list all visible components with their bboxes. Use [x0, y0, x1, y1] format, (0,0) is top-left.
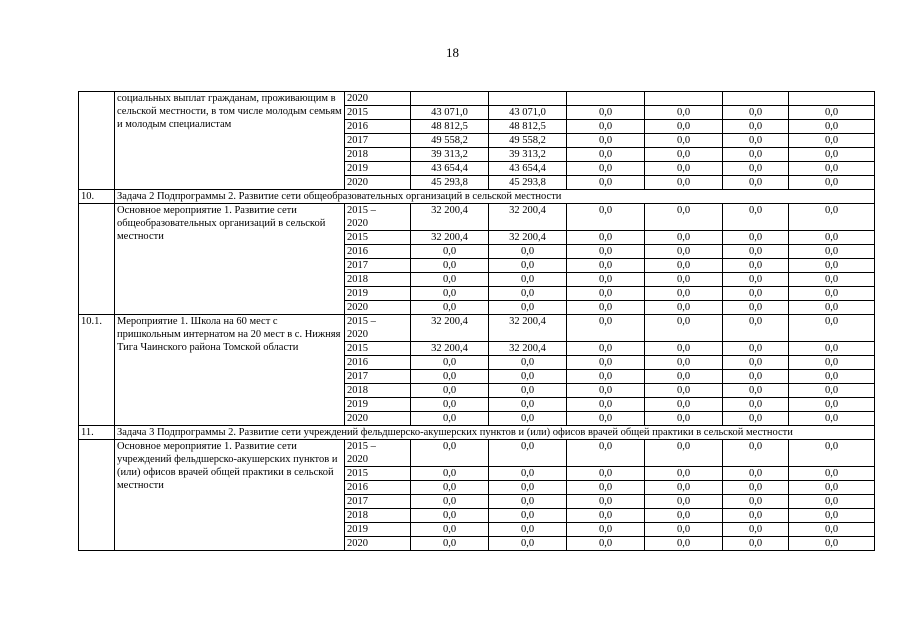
value-cell: 0,0: [567, 287, 645, 301]
value-cell: 0,0: [789, 537, 875, 551]
activity-name: Мероприятие 1. Школа на 60 мест с пришкольным интернатом на 20 мест в с. Нижняя Тига Чаинского района Томской области: [115, 315, 345, 426]
value-cell: 0,0: [645, 162, 723, 176]
value-cell: 43 071,0: [411, 106, 489, 120]
value-cell: 0,0: [723, 342, 789, 356]
value-cell: 0,0: [489, 523, 567, 537]
value-cell: 0,0: [723, 106, 789, 120]
value-cell: 0,0: [411, 287, 489, 301]
value-cell: 0,0: [645, 440, 723, 467]
value-cell: 0,0: [789, 356, 875, 370]
value-cell: 0,0: [723, 162, 789, 176]
value-cell: 0,0: [489, 495, 567, 509]
value-cell: 0,0: [789, 259, 875, 273]
value-cell: 0,0: [411, 537, 489, 551]
value-cell: 0,0: [723, 440, 789, 467]
value-cell: 0,0: [489, 398, 567, 412]
value-cell: 0,0: [645, 356, 723, 370]
row-number: [79, 204, 115, 315]
value-cell: 0,0: [567, 273, 645, 287]
year-cell: 2016: [345, 245, 411, 259]
activity-name: социальных выплат гражданам, проживающим в сельской местности, в том числе молодым семьям и молодым специалистам: [115, 92, 345, 190]
value-cell: 0,0: [645, 204, 723, 231]
value-cell: 0,0: [645, 301, 723, 315]
value-cell: 0,0: [645, 106, 723, 120]
value-cell: 45 293,8: [489, 176, 567, 190]
value-cell: 0,0: [567, 481, 645, 495]
value-cell: 0,0: [645, 509, 723, 523]
value-cell: 0,0: [723, 537, 789, 551]
value-cell: 39 313,2: [489, 148, 567, 162]
value-cell: 0,0: [789, 162, 875, 176]
value-cell: 48 812,5: [489, 120, 567, 134]
value-cell: 0,0: [789, 120, 875, 134]
value-cell: 0,0: [723, 273, 789, 287]
value-cell: 0,0: [789, 287, 875, 301]
value-cell: 0,0: [645, 467, 723, 481]
value-cell: 0,0: [411, 509, 489, 523]
value-cell: [411, 92, 489, 106]
year-cell: 2019: [345, 162, 411, 176]
year-range-start: 2015 –: [347, 316, 376, 327]
value-cell: 0,0: [723, 315, 789, 342]
value-cell: 0,0: [723, 287, 789, 301]
value-cell: 0,0: [489, 287, 567, 301]
year-cell: 2020: [345, 176, 411, 190]
value-cell: 0,0: [723, 134, 789, 148]
value-cell: 0,0: [411, 440, 489, 467]
year-cell: 2017: [345, 259, 411, 273]
value-cell: 0,0: [789, 148, 875, 162]
value-cell: 0,0: [567, 148, 645, 162]
year-cell: 2017: [345, 370, 411, 384]
year-cell: [345, 440, 411, 467]
value-cell: 0,0: [567, 315, 645, 342]
year-cell: 2020: [345, 537, 411, 551]
value-cell: 0,0: [645, 176, 723, 190]
value-cell: [645, 92, 723, 106]
value-cell: 0,0: [645, 537, 723, 551]
value-cell: 43 071,0: [489, 106, 567, 120]
value-cell: 0,0: [567, 384, 645, 398]
value-cell: 0,0: [567, 204, 645, 231]
value-cell: 0,0: [567, 509, 645, 523]
value-cell: 0,0: [723, 509, 789, 523]
value-cell: 0,0: [723, 204, 789, 231]
value-cell: 0,0: [411, 481, 489, 495]
year-cell: 2017: [345, 134, 411, 148]
year-cell: 2019: [345, 398, 411, 412]
row-number: 10.1.: [79, 315, 115, 426]
value-cell: 49 558,2: [411, 134, 489, 148]
year-cell: 2015: [345, 106, 411, 120]
row-number: 10.: [79, 190, 115, 204]
value-cell: 0,0: [723, 231, 789, 245]
value-cell: 0,0: [567, 523, 645, 537]
value-cell: 0,0: [567, 440, 645, 467]
value-cell: 0,0: [645, 315, 723, 342]
value-cell: 0,0: [789, 273, 875, 287]
value-cell: 0,0: [723, 495, 789, 509]
value-cell: 0,0: [567, 398, 645, 412]
value-cell: 48 812,5: [411, 120, 489, 134]
year-row: [79, 440, 875, 467]
value-cell: 0,0: [411, 273, 489, 287]
year-range-end: 2020: [347, 329, 368, 340]
value-cell: 0,0: [645, 148, 723, 162]
value-cell: 0,0: [789, 204, 875, 231]
value-cell: 43 654,4: [411, 162, 489, 176]
value-cell: 0,0: [645, 259, 723, 273]
value-cell: 0,0: [789, 509, 875, 523]
value-cell: 0,0: [567, 342, 645, 356]
activity-name: Основное мероприятие 1. Развитие сети учреждений фельдшерско-акушерских пунктов и (или) офисов врачей общей практики в сельской местности: [115, 440, 345, 551]
value-cell: 39 313,2: [411, 148, 489, 162]
value-cell: 0,0: [723, 398, 789, 412]
value-cell: 0,0: [723, 384, 789, 398]
value-cell: 0,0: [723, 301, 789, 315]
value-cell: 0,0: [567, 106, 645, 120]
value-cell: 0,0: [645, 481, 723, 495]
task-title: Задача 2 Подпрограммы 2. Развитие сети общеобразовательных организаций в сельской местности: [115, 190, 875, 204]
year-range-start: 2015 –: [347, 441, 376, 452]
value-cell: 0,0: [489, 259, 567, 273]
value-cell: 0,0: [645, 245, 723, 259]
value-cell: 49 558,2: [489, 134, 567, 148]
value-cell: 0,0: [489, 440, 567, 467]
table-body: [79, 92, 875, 551]
value-cell: 32 200,4: [411, 204, 489, 231]
value-cell: 0,0: [723, 245, 789, 259]
value-cell: 0,0: [567, 495, 645, 509]
value-cell: 0,0: [723, 120, 789, 134]
row-number: 11.: [79, 426, 115, 440]
task-title: Задача 3 Подпрограммы 2. Развитие сети учреждений фельдшерско-акушерских пунктов и (или) офисов врачей общей практики в сельской местности: [115, 426, 875, 440]
year-cell: [345, 315, 411, 342]
value-cell: 0,0: [789, 301, 875, 315]
value-cell: 0,0: [645, 231, 723, 245]
year-cell: 2015: [345, 342, 411, 356]
value-cell: 0,0: [723, 370, 789, 384]
year-cell: [345, 204, 411, 231]
year-cell: 2018: [345, 273, 411, 287]
year-cell: 2020: [345, 301, 411, 315]
year-range-start: 2015 –: [347, 205, 376, 216]
value-cell: 0,0: [411, 398, 489, 412]
value-cell: 0,0: [789, 231, 875, 245]
value-cell: 0,0: [411, 384, 489, 398]
value-cell: 32 200,4: [489, 315, 567, 342]
value-cell: 0,0: [489, 384, 567, 398]
value-cell: 32 200,4: [411, 315, 489, 342]
value-cell: 0,0: [489, 481, 567, 495]
value-cell: 0,0: [567, 134, 645, 148]
value-cell: 0,0: [645, 523, 723, 537]
value-cell: 32 200,4: [489, 231, 567, 245]
year-row: [79, 315, 875, 342]
value-cell: 0,0: [723, 356, 789, 370]
value-cell: 0,0: [567, 467, 645, 481]
value-cell: 0,0: [789, 384, 875, 398]
value-cell: 0,0: [489, 356, 567, 370]
value-cell: 0,0: [489, 537, 567, 551]
value-cell: 0,0: [723, 176, 789, 190]
value-cell: 0,0: [789, 440, 875, 467]
value-cell: 0,0: [789, 370, 875, 384]
value-cell: [789, 92, 875, 106]
value-cell: 0,0: [411, 523, 489, 537]
value-cell: 0,0: [789, 467, 875, 481]
activity-name: Основное мероприятие 1. Развитие сети общеобразовательных организаций в сельской местности: [115, 204, 345, 315]
value-cell: 43 654,4: [489, 162, 567, 176]
value-cell: 0,0: [489, 273, 567, 287]
value-cell: 0,0: [789, 342, 875, 356]
value-cell: 0,0: [489, 245, 567, 259]
year-cell: 2020: [345, 92, 411, 106]
value-cell: 0,0: [789, 315, 875, 342]
value-cell: 0,0: [645, 134, 723, 148]
value-cell: 0,0: [411, 356, 489, 370]
value-cell: 0,0: [789, 398, 875, 412]
value-cell: [489, 92, 567, 106]
value-cell: 0,0: [645, 370, 723, 384]
year-cell: 2016: [345, 120, 411, 134]
year-row: [79, 92, 875, 106]
row-number: [79, 440, 115, 551]
value-cell: 0,0: [723, 412, 789, 426]
value-cell: 0,0: [411, 495, 489, 509]
value-cell: 0,0: [489, 301, 567, 315]
value-cell: 0,0: [411, 412, 489, 426]
value-cell: 0,0: [723, 259, 789, 273]
value-cell: 0,0: [645, 398, 723, 412]
value-cell: 0,0: [723, 148, 789, 162]
year-cell: 2018: [345, 384, 411, 398]
value-cell: 0,0: [567, 176, 645, 190]
value-cell: 0,0: [789, 495, 875, 509]
value-cell: [723, 92, 789, 106]
value-cell: 0,0: [411, 259, 489, 273]
value-cell: 0,0: [567, 120, 645, 134]
value-cell: 0,0: [645, 273, 723, 287]
value-cell: 0,0: [789, 481, 875, 495]
value-cell: 32 200,4: [489, 204, 567, 231]
value-cell: 45 293,8: [411, 176, 489, 190]
page-number: 18: [446, 45, 459, 60]
year-row: [79, 204, 875, 231]
year-cell: 2018: [345, 148, 411, 162]
value-cell: 0,0: [489, 509, 567, 523]
year-cell: 2015: [345, 231, 411, 245]
value-cell: 0,0: [645, 384, 723, 398]
value-cell: 0,0: [567, 301, 645, 315]
value-cell: 0,0: [567, 259, 645, 273]
value-cell: 32 200,4: [411, 342, 489, 356]
value-cell: 0,0: [489, 370, 567, 384]
value-cell: 0,0: [645, 342, 723, 356]
value-cell: 0,0: [567, 231, 645, 245]
value-cell: 0,0: [411, 467, 489, 481]
value-cell: 0,0: [567, 162, 645, 176]
value-cell: 0,0: [489, 412, 567, 426]
value-cell: 0,0: [567, 245, 645, 259]
value-cell: 0,0: [567, 356, 645, 370]
value-cell: 0,0: [645, 287, 723, 301]
value-cell: 0,0: [789, 523, 875, 537]
value-cell: 0,0: [645, 120, 723, 134]
year-cell: 2017: [345, 495, 411, 509]
value-cell: 0,0: [567, 537, 645, 551]
task-row: [79, 190, 875, 204]
value-cell: 0,0: [789, 106, 875, 120]
year-cell: 2020: [345, 412, 411, 426]
value-cell: 0,0: [567, 412, 645, 426]
year-cell: 2015: [345, 467, 411, 481]
year-range-end: 2020: [347, 454, 368, 465]
budget-table: [78, 91, 875, 551]
value-cell: 32 200,4: [411, 231, 489, 245]
value-cell: 32 200,4: [489, 342, 567, 356]
value-cell: 0,0: [789, 412, 875, 426]
year-cell: 2019: [345, 523, 411, 537]
value-cell: [567, 92, 645, 106]
year-cell: 2018: [345, 509, 411, 523]
value-cell: 0,0: [723, 467, 789, 481]
value-cell: 0,0: [723, 523, 789, 537]
value-cell: 0,0: [645, 495, 723, 509]
year-cell: 2016: [345, 481, 411, 495]
task-row: [79, 426, 875, 440]
value-cell: 0,0: [789, 176, 875, 190]
year-cell: 2016: [345, 356, 411, 370]
value-cell: 0,0: [411, 370, 489, 384]
value-cell: 0,0: [723, 481, 789, 495]
value-cell: 0,0: [789, 134, 875, 148]
value-cell: 0,0: [789, 245, 875, 259]
value-cell: 0,0: [489, 467, 567, 481]
value-cell: 0,0: [645, 412, 723, 426]
row-number: [79, 92, 115, 190]
year-range-end: 2020: [347, 218, 368, 229]
value-cell: 0,0: [567, 370, 645, 384]
year-cell: 2019: [345, 287, 411, 301]
value-cell: 0,0: [411, 301, 489, 315]
value-cell: 0,0: [411, 245, 489, 259]
